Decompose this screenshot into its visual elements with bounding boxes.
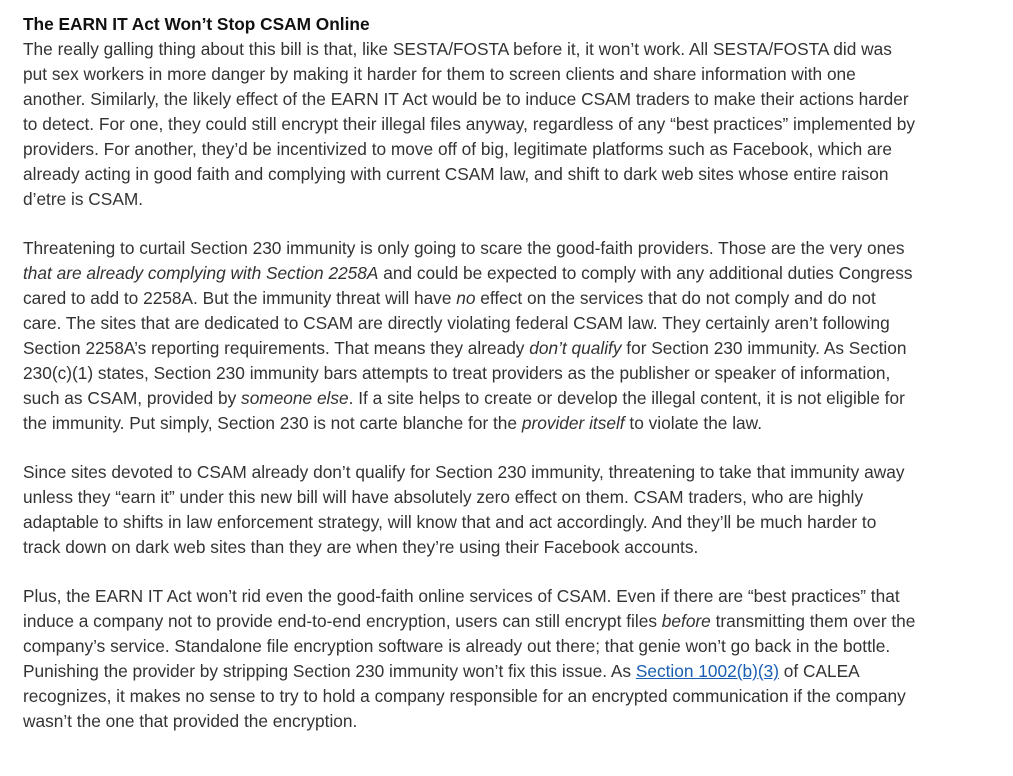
section-heading: The EARN IT Act Won’t Stop CSAM Online [23, 14, 370, 34]
paragraph-1: The really galling thing about this bill is that, like SESTA/FOSTA before it, it won’t work. All SESTA/FOSTA did was put sex workers in more danger by making it harder for them to screen clients and share information with one another. Similarly, the likely effect of the EARN IT Act would be to induce CSAM traders to make their actions harder to detect. For one, they could still encrypt their illegal files anyway, regardless of any “best practices” implemented by providers. For another, they’d be incentivized to move off of big, legitimate platforms such as Facebook, which are already acting in good faith and complying with current CSAM law, and shift to dark web sites whose entire raison d’etre is CSAM. [23, 39, 916, 209]
section-1002-link[interactable]: Section 1002(b)(3) [635, 661, 779, 681]
p2-text-6: to violate the law. [624, 413, 762, 433]
p2-text-2: and could be expected to comply with any additional duties Congress cared to add to 2258A. But the immunity threat will have [23, 263, 913, 308]
p4-text-1: Plus, the EARN IT Act won’t rid even the good-faith online services of CSAM. Even if there are “best practices” that induce a company not to provide end-to-end encryption, users can still encrypt files [23, 586, 900, 631]
p2-text-5: . If a site helps to create or develop the illegal content, it is not eligible for the immunity. Put simply, Section 230 is not carte blanche for the [23, 388, 905, 433]
p2-emphasis-2: no [456, 288, 476, 308]
paragraph-3: Since sites devoted to CSAM already don’t qualify for Section 230 immunity, threatening to take that immunity away unless they “earn it” under this new bill will have absolutely zero effect on them. CSAM traders, who are highly adaptable to shifts in law enforcement strategy, will know that and act accordingly. And they’ll be much harder to track down on dark web sites than they are when they’re using their Facebook accounts. [23, 462, 905, 557]
p2-emphasis-3: don’t qualify [529, 338, 622, 358]
paragraph-4 [23, 584, 918, 734]
p4-text-3: of CALEA recognizes, it makes no sense to try to hold a company responsible for an encrypted communication if the company wasn’t the one that provided the encryption. [23, 661, 906, 731]
p4-emphasis-1: before [661, 611, 711, 631]
p2-emphasis-1: that are already complying with Section 2258A [23, 263, 379, 283]
article-body [23, 12, 918, 734]
p2-text-3: effect on the services that do not comply and do not care. The sites that are dedicated to CSAM are directly violating federal CSAM law. They certainly aren’t following Section 2258A’s reporting requirements. That means they already [23, 288, 890, 358]
p2-text-1: Threatening to curtail Section 230 immunity is only going to scare the good-faith providers. Those are the very ones [23, 238, 905, 258]
p2-emphasis-4: someone else [241, 388, 349, 408]
p4-text-2: transmitting them over the company’s service. Standalone file encryption software is already out there; that genie won’t go back in the bottle. Punishing the provider by stripping Section 230 immunity won’t fix this issue. As [23, 611, 916, 681]
p2-emphasis-5: provider itself [521, 413, 625, 433]
p2-text-4: for Section 230 immunity. As Section 230(c)(1) states, Section 230 immunity bars attempts to treat providers as the publisher or speaker of information, such as CSAM, provided by [23, 338, 907, 408]
paragraph-2 [23, 236, 918, 436]
